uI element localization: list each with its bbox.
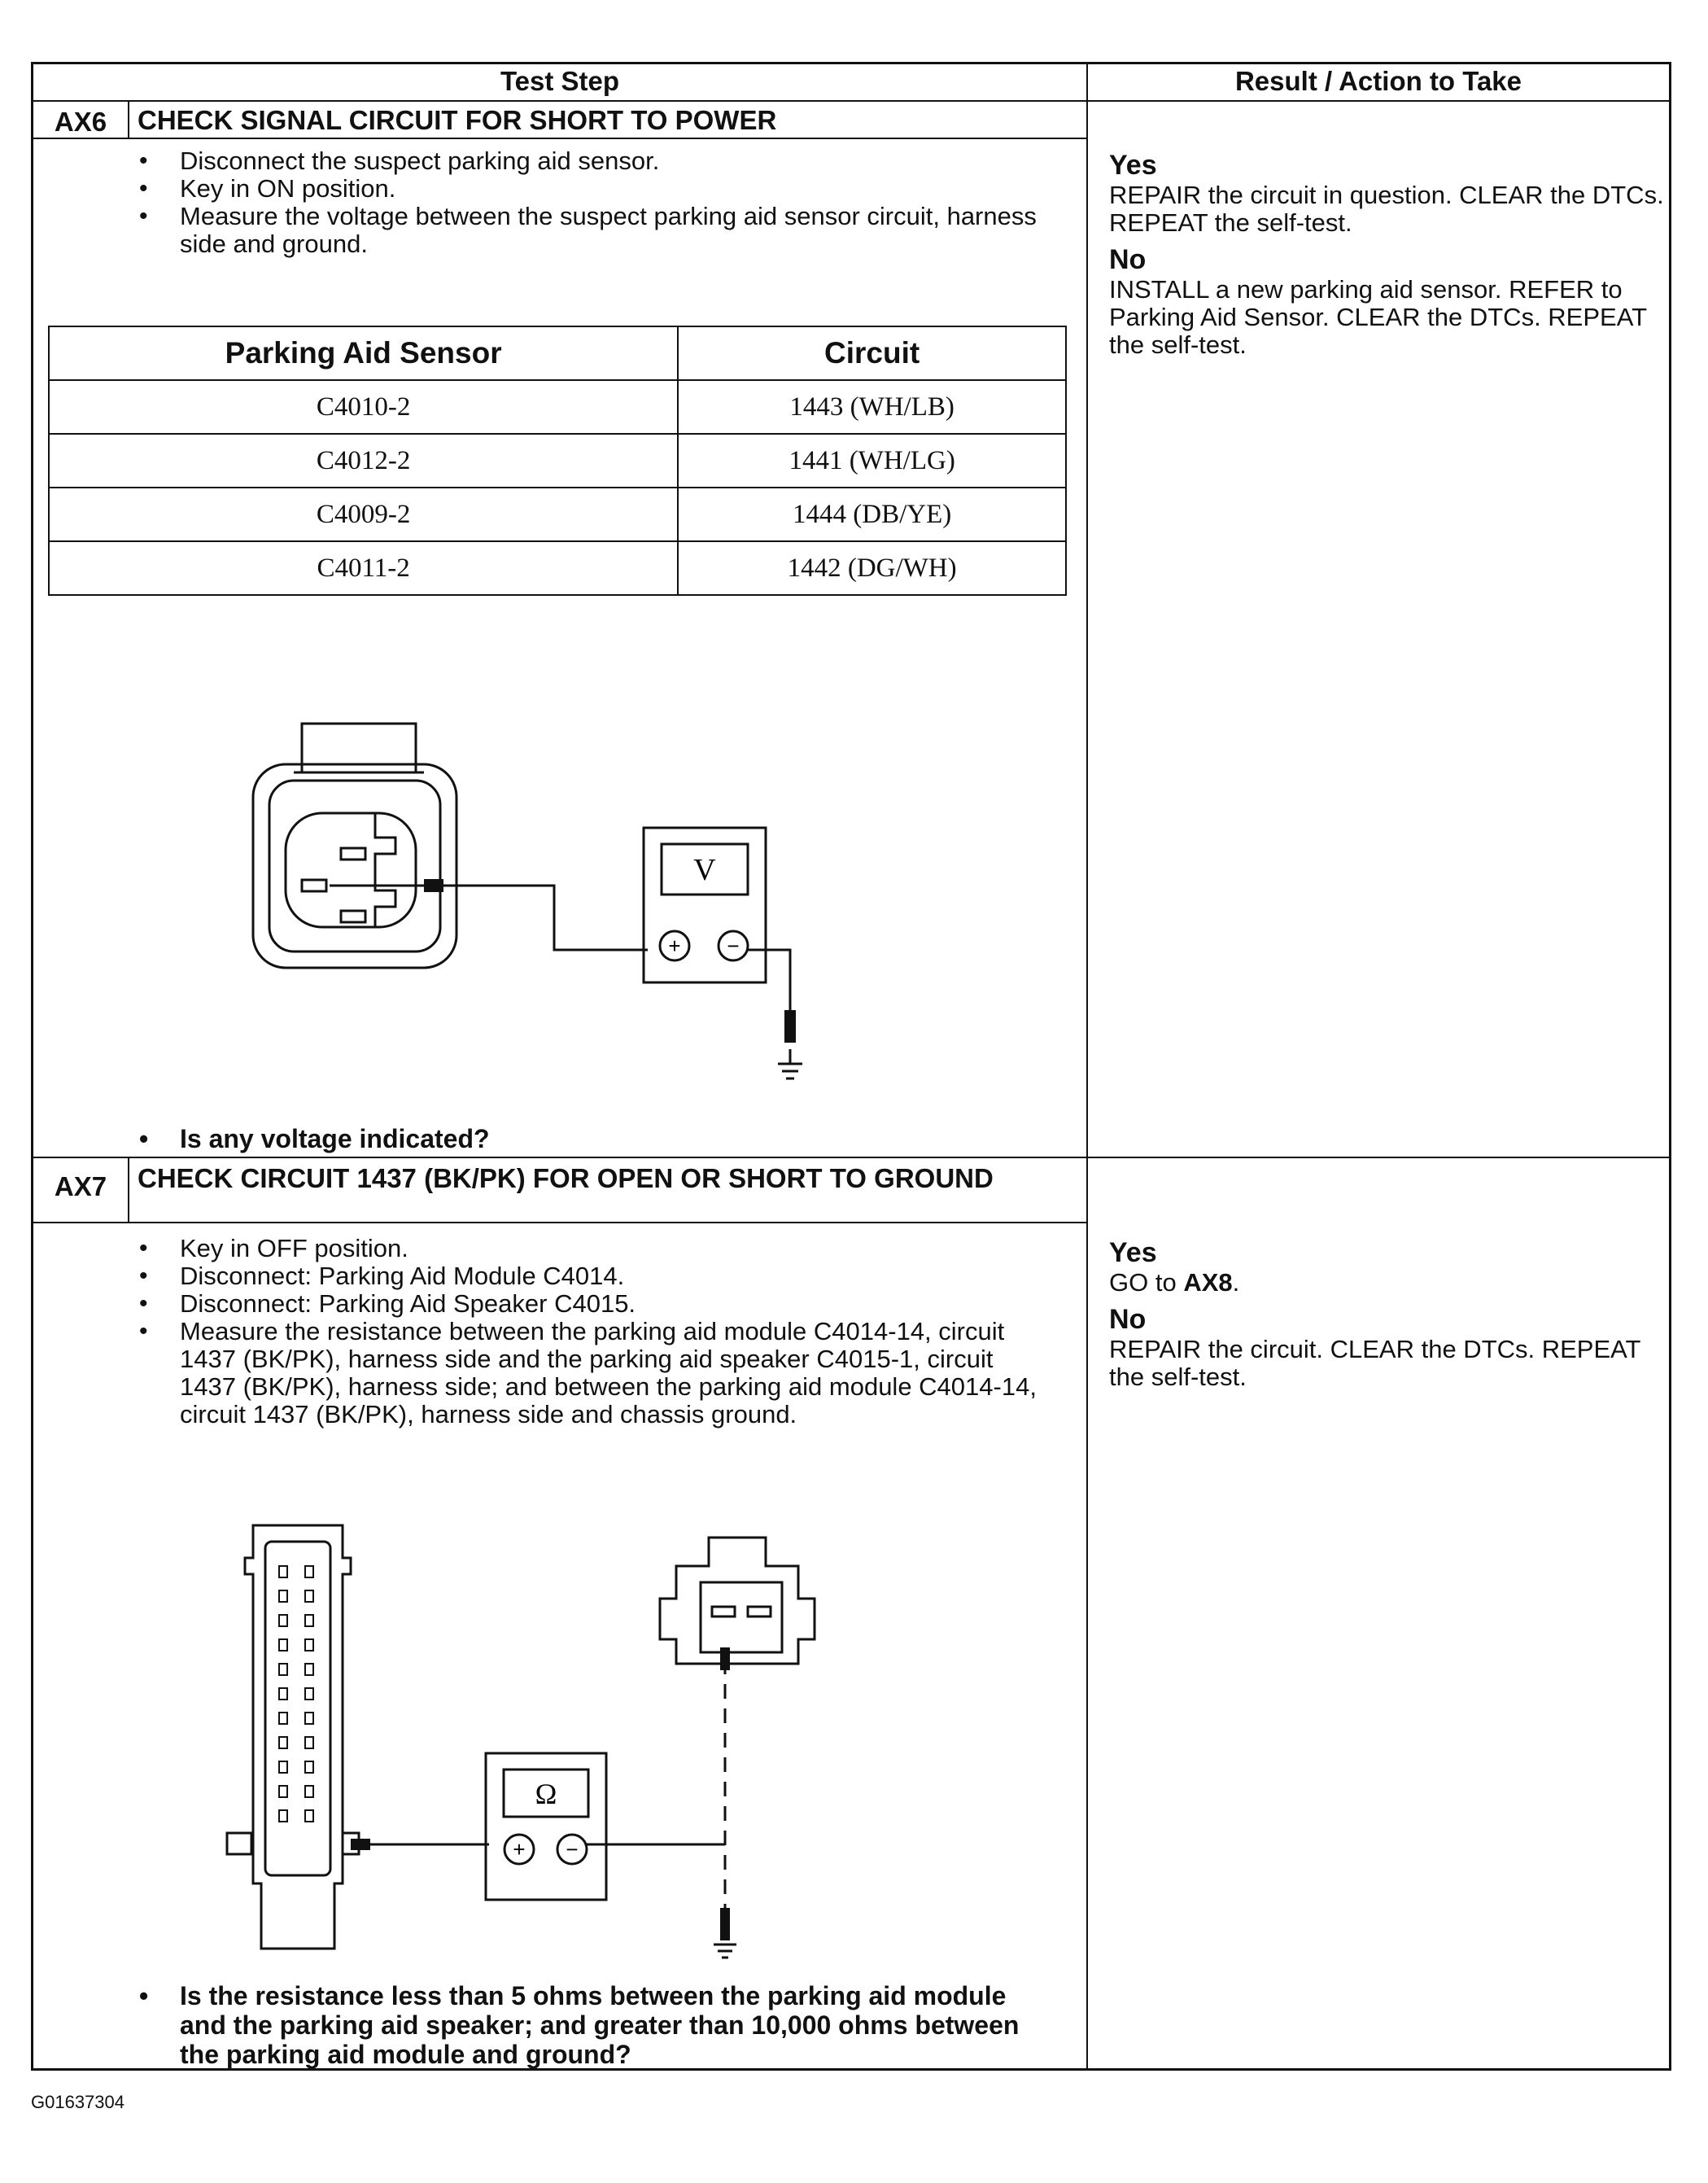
no-action: INSTALL a new parking aid sensor. REFER to Parking Aid Sensor. CLEAR the DTCs. REPEAT the self-test. (1109, 275, 1647, 359)
speaker-connector-body (660, 1538, 815, 1664)
yes-action: REPAIR the circuit in question. CLEAR the DTCs. REPEAT the self-test. (1109, 181, 1664, 237)
instruction-item: • Disconnect: Parking Aid Speaker C4015. (139, 1290, 1051, 1318)
table-row (49, 488, 1066, 541)
question-ax6: • Is any voltage indicated? (139, 1124, 1075, 1153)
header-result-action: Result / Action to Take (1234, 66, 1522, 96)
instruction-item: • Measure the voltage between the suspect parking aid sensor circuit, harness side and ground. (139, 203, 1051, 258)
no-action: REPAIR the circuit. CLEAR the DTCs. REPEAT the self-test. (1109, 1335, 1640, 1391)
figure-id: G01637304 (31, 2092, 124, 2112)
column-divider (1086, 64, 1088, 2068)
goto-step-link: AX8 (1183, 1268, 1233, 1297)
yes-label: Yes (1109, 1237, 1157, 1268)
step-id-divider (128, 100, 129, 138)
yes-label: Yes (1109, 150, 1157, 181)
row-divider (33, 1157, 1669, 1158)
table-header-sensor: Parking Aid Sensor (49, 326, 678, 380)
module-connector-body (245, 1525, 351, 1949)
minus-icon: − (566, 1837, 579, 1861)
yes-action-suffix: . (1232, 1268, 1240, 1297)
table-header-circuit: Circuit (678, 326, 1066, 380)
step-title-ax6: CHECK SIGNAL CIRCUIT FOR SHORT TO POWER (138, 105, 777, 135)
sensor-cell: C4009-2 (49, 488, 678, 541)
title-divider (33, 138, 1086, 139)
circuit-cell: 1444 (DB/YE) (678, 488, 1066, 541)
table-row (49, 434, 1066, 488)
instruction-item: • Disconnect the suspect parking aid sensor. (139, 147, 1051, 175)
voltage-test-diagram (245, 691, 896, 1098)
instruction-item: • Key in ON position. (139, 175, 1051, 203)
minus-icon: − (727, 934, 740, 958)
resistance-test-diagram (221, 1517, 920, 1973)
sensor-cell: C4012-2 (49, 434, 678, 488)
ohmmeter-label: Ω (535, 1778, 557, 1810)
yes-action (1109, 1269, 1666, 1297)
title-divider (33, 1222, 1086, 1223)
question-ax7: • Is the resistance less than 5 ohms between the parking aid module and the parking aid speaker; and greater than 10,000 ohms between the parking aid module and ground? (139, 1981, 1059, 2069)
result-ax7 (1096, 1236, 1666, 1391)
no-label: No (1109, 244, 1147, 275)
table-row (49, 541, 1066, 595)
circuit-cell: 1441 (WH/LG) (678, 434, 1066, 488)
instruction-item: • Measure the resistance between the parking aid module C4014-14, circuit 1437 (BK/PK), harness side and the parking aid speaker C4015-1, circuit 1437 (BK/PK), harness side; and between the parking aid module C4014-14, circuit 1437 (BK/PK), harness side and chassis ground. (139, 1318, 1051, 1428)
header-divider (33, 100, 1669, 102)
no-label: No (1109, 1304, 1147, 1335)
step-id-ax6: AX6 (54, 107, 107, 137)
step-id-ax7: AX7 (54, 1171, 107, 1201)
test-step-table (31, 62, 1671, 2071)
instruction-item: • Key in OFF position. (139, 1235, 1051, 1262)
instruction-item: • Disconnect: Parking Aid Module C4014. (139, 1262, 1051, 1290)
plus-icon: + (513, 1837, 526, 1861)
voltmeter-label: V (693, 853, 716, 887)
table-row (49, 380, 1066, 434)
circuit-cell: 1442 (DG/WH) (678, 541, 1066, 595)
sensor-cell: C4010-2 (49, 380, 678, 434)
plus-icon: + (668, 934, 681, 958)
instructions-ax7 (139, 1235, 1051, 1428)
circuit-cell: 1443 (WH/LB) (678, 380, 1066, 434)
sensor-connector-body (253, 764, 456, 968)
instructions-ax6 (139, 147, 1051, 258)
step-title-ax7: CHECK CIRCUIT 1437 (BK/PK) FOR OPEN OR SHORT TO GROUND (138, 1163, 994, 1193)
sensor-circuit-table (48, 326, 1067, 596)
sensor-cell: C4011-2 (49, 541, 678, 595)
yes-action-text: GO to (1109, 1268, 1184, 1297)
header-test-step: Test Step (500, 66, 620, 96)
result-ax6 (1096, 149, 1666, 359)
step-id-divider (128, 1157, 129, 1222)
